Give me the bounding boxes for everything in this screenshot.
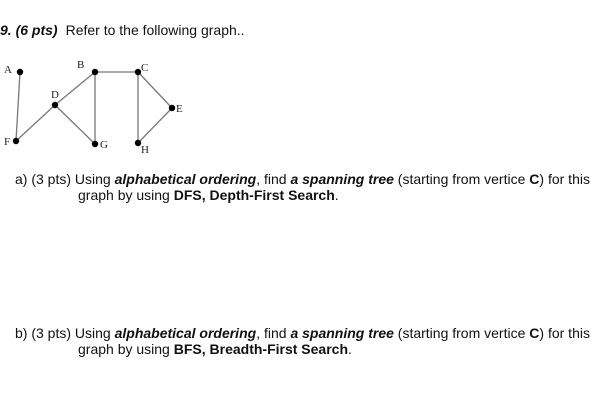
edge-b-d [55,72,95,105]
part-a-question [15,171,590,203]
graph-edges [16,72,172,144]
vertex-g [92,141,98,147]
vertex-f [13,138,19,144]
vertex-label-c: C [141,62,149,74]
vertex-label-b: B [77,59,85,71]
part-a-line-2: graph by using DFS, Depth-First Search. [78,187,339,203]
vertex-label-g: G [100,139,108,151]
edge-c-e [138,72,172,108]
vertex-label-d: D [51,89,59,101]
edge-d-g [55,105,95,144]
vertex-label-f: F [4,136,11,148]
question-header [0,22,245,38]
part-b-line-2: graph by using BFS, Breadth-First Search. [78,341,352,357]
edge-e-h [138,108,172,143]
vertex-e [169,105,175,111]
vertex-a [17,69,23,75]
edge-a-f [16,72,20,141]
graph-diagram [0,55,200,155]
part-b-question [15,325,590,357]
vertex-d [52,102,58,108]
question-number: 9. (6 pts) [0,22,58,38]
vertex-label-h: H [141,144,149,155]
vertex-label-a: A [4,64,12,76]
vertex-b [92,69,98,75]
graph-vertices [13,69,175,147]
part-a-line-1: a) (3 pts) Using alphabetical ordering, find a spanning tree (starting from vertice C) for this [15,171,590,187]
part-b-line-1: b) (3 pts) Using alphabetical ordering, find a spanning tree (starting from vertice C) for this [15,325,590,341]
vertex-label-e: E [176,103,183,115]
question-text: Refer to the following graph.. [65,22,245,38]
edge-d-f [16,105,55,141]
